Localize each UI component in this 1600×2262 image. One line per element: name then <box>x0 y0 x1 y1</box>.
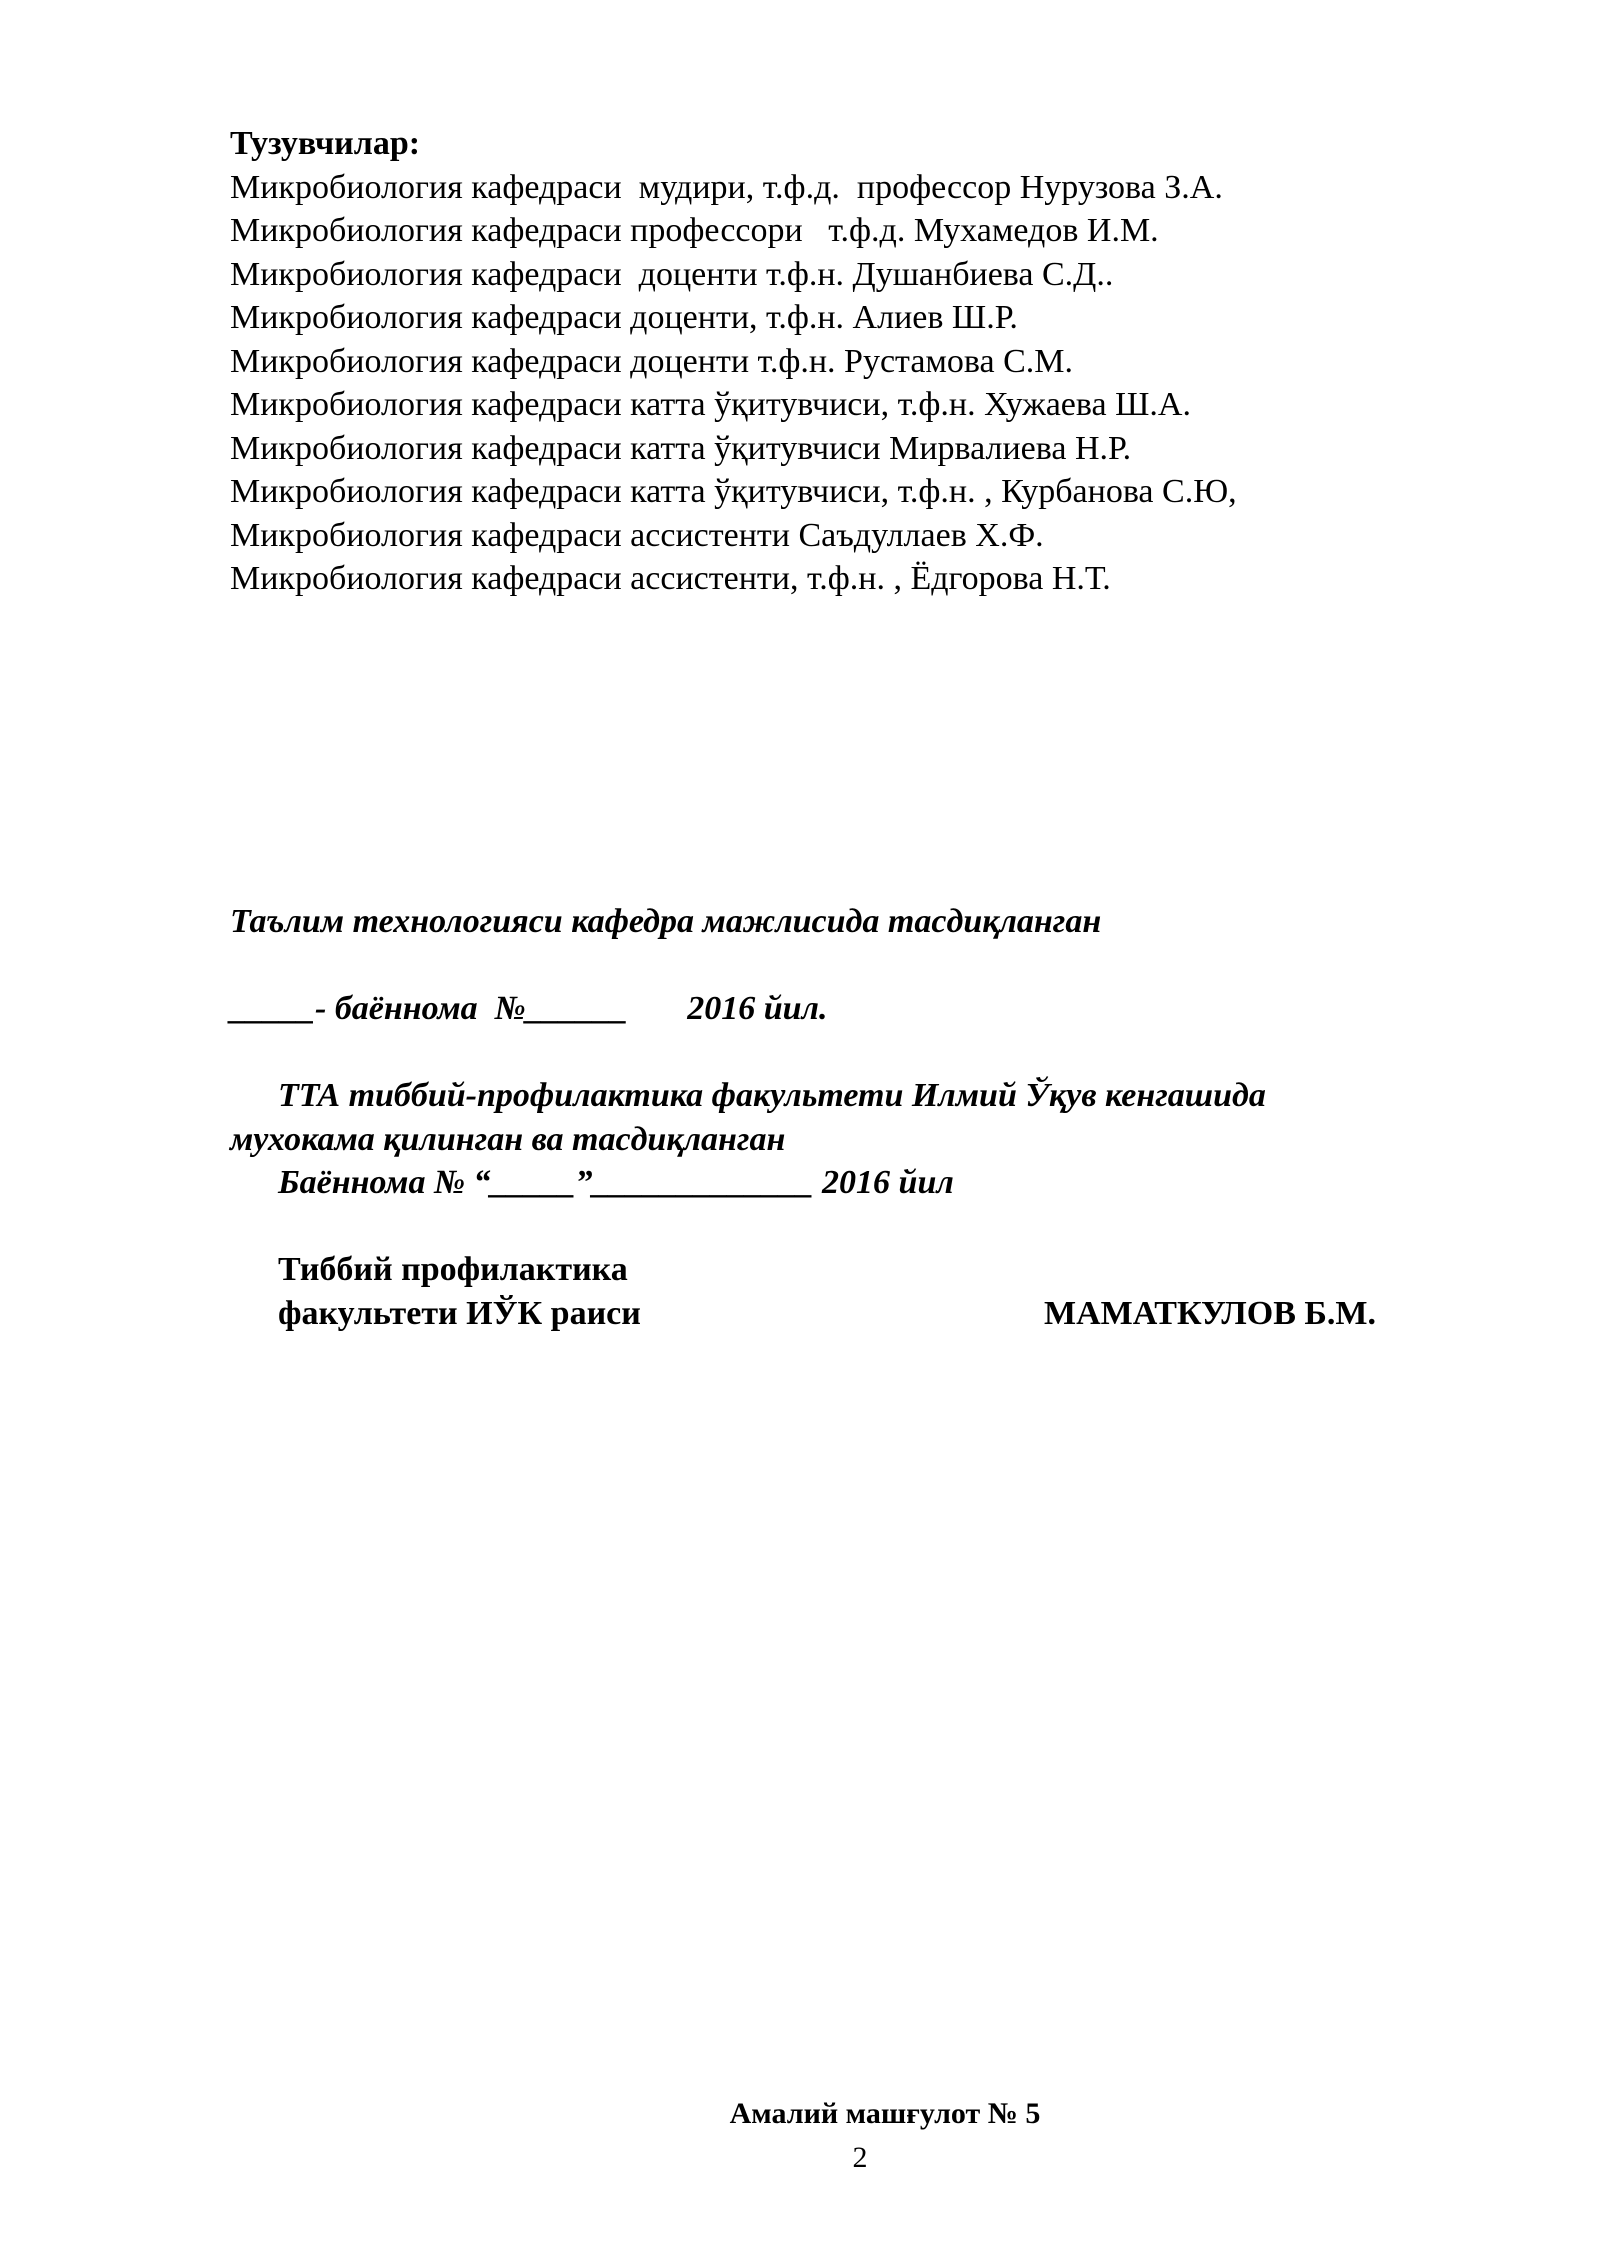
signatory-name: МАМАТКУЛОВ Б.М. <box>1044 1294 1376 1332</box>
author-line: Микробиология кафедраси доценти, т.ф.н. Алиев Ш.Р. <box>230 299 1018 336</box>
spacer <box>230 1205 1430 1249</box>
author-line: Микробиология кафедраси катта ўқитувчиси Мирвалиева Н.Р. <box>230 429 1132 467</box>
spacer <box>230 1031 1430 1075</box>
signature-title-line-1: Тиббий профилактика <box>278 1251 628 1288</box>
author-line: Микробиология кафедраси катта ўқитувчиси, т.ф.н. , Курбанова С.Ю, <box>230 473 1237 510</box>
approval-section <box>230 900 1430 1335</box>
spacer <box>230 944 1430 988</box>
signature-row <box>230 1292 1430 1336</box>
authors-heading: Тузувчилар: <box>230 125 421 162</box>
council-line-1: ТТА тиббий-профилактика факультети Илмий Ўқув кенгашида <box>278 1077 1266 1114</box>
author-line: Микробиология кафедраси ассистенти, т.ф.н. , Ёдгорова Н.Т. <box>230 560 1111 597</box>
author-line: Микробиология кафедраси доценти т.ф.н. Душанбиева С.Д.. <box>230 255 1114 293</box>
author-line: Микробиология кафедраси ассистенти Саъдуллаев Х.Ф. <box>230 516 1044 554</box>
council-line-2: мухокама қилинган ва тасдиқланган <box>230 1120 786 1158</box>
signature-title-line-2: факультети ИЎК раиси <box>278 1294 641 1332</box>
author-line: Микробиология кафедраси доценти т.ф.н. Рустамова С.М. <box>230 342 1074 380</box>
authors-section <box>230 122 1430 601</box>
author-line: Микробиология кафедраси катта ўқитувчиси, т.ф.н. Хужаева Ш.А. <box>230 386 1191 423</box>
author-line: Микробиология кафедраси профессори т.ф.д. Мухамедов И.М. <box>230 212 1159 249</box>
lesson-title: Амалий машғулот № 5 <box>729 2097 1041 2130</box>
department-approved-text: Таълим технологияси кафедра мажлисида тасдиқланган <box>230 903 1102 940</box>
protocol-line: _____- баённома №______ 2016 йил. <box>230 990 828 1027</box>
page-number: 2 <box>852 2141 868 2174</box>
council-protocol-line: Баённома № “_____”_____________ 2016 йил <box>278 1164 954 1201</box>
author-line: Микробиология кафедраси мудири, т.ф.д. профессор Нурузова З.А. <box>230 168 1223 206</box>
